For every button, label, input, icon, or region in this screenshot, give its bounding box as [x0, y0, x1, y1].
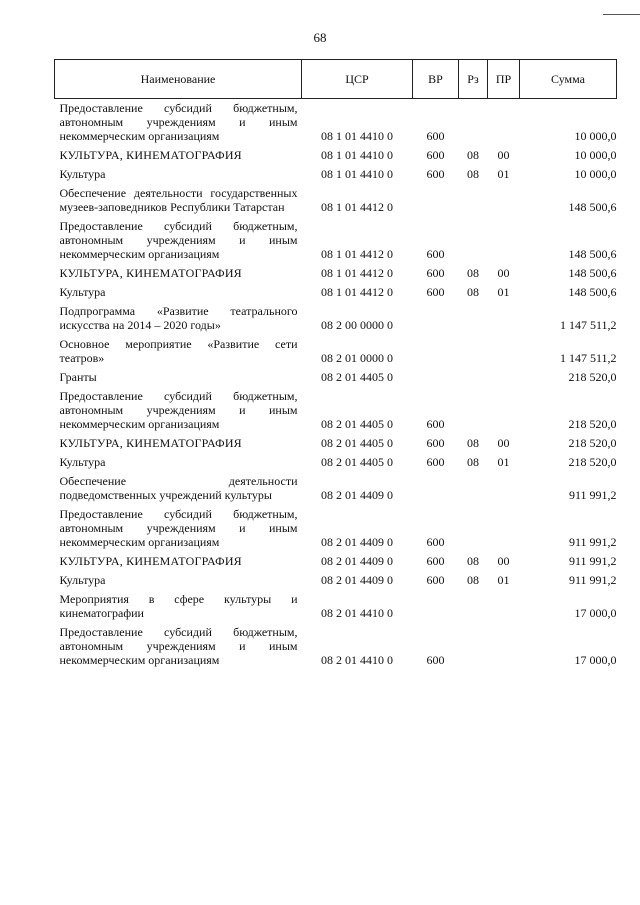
cell-rz: 08 — [467, 285, 479, 299]
cell-sum: 218 520,0 — [568, 455, 617, 469]
cell-vr: 600 — [426, 535, 445, 549]
cell-name: Подпрограмма «Развитие театрального искусства на 2014 – 2020 годы» — [59, 304, 298, 332]
cell-vr: 600 — [426, 417, 445, 431]
cell-vr: 600 — [426, 129, 445, 143]
table-row — [55, 217, 617, 264]
table-row — [55, 264, 617, 283]
cell-pr: 00 — [497, 266, 510, 280]
cell-pr — [488, 623, 520, 670]
cell-csr: 08 2 01 4409 0 — [321, 554, 393, 568]
cell-sum: 218 520,0 — [568, 436, 617, 450]
cell-pr: 01 — [497, 167, 510, 181]
cell-rz — [459, 217, 488, 264]
table-row — [55, 623, 617, 670]
header-pr: ПР — [488, 60, 520, 99]
table-row — [55, 302, 617, 335]
scan-edge-mark — [603, 14, 640, 15]
cell-rz: 08 — [467, 148, 479, 162]
cell-csr: 08 1 01 4412 0 — [321, 285, 393, 299]
cell-name: КУЛЬТУРА, КИНЕМАТОГРАФИЯ — [59, 554, 242, 568]
cell-sum: 1 147 511,2 — [559, 351, 617, 365]
cell-csr: 08 2 01 4405 0 — [321, 436, 393, 450]
cell-csr: 08 2 00 0000 0 — [321, 318, 393, 332]
cell-rz: 08 — [467, 455, 479, 469]
table-row — [55, 99, 617, 147]
cell-sum: 10 000,0 — [574, 148, 617, 162]
cell-name: Культура — [59, 167, 106, 181]
header-csr: ЦСР — [302, 60, 413, 99]
cell-csr: 08 1 01 4410 0 — [321, 129, 393, 143]
table-row — [55, 590, 617, 623]
cell-csr: 08 1 01 4410 0 — [321, 148, 393, 162]
table-row — [55, 184, 617, 217]
cell-rz — [459, 590, 488, 623]
cell-pr: 01 — [497, 455, 510, 469]
cell-sum: 10 000,0 — [574, 167, 617, 181]
cell-csr: 08 2 01 4405 0 — [321, 370, 393, 384]
cell-csr: 08 1 01 4410 0 — [321, 167, 393, 181]
budget-table — [54, 59, 617, 670]
cell-csr: 08 1 01 4412 0 — [321, 266, 393, 280]
cell-vr: 600 — [426, 436, 445, 450]
cell-csr: 08 1 01 4412 0 — [321, 200, 393, 214]
cell-rz: 08 — [467, 554, 479, 568]
cell-vr: 600 — [426, 573, 445, 587]
cell-sum: 218 520,0 — [568, 370, 617, 384]
cell-vr — [413, 335, 459, 368]
table-row — [55, 165, 617, 184]
cell-pr — [488, 99, 520, 147]
cell-rz — [459, 99, 488, 147]
cell-sum: 911 991,2 — [568, 554, 617, 568]
cell-rz — [459, 302, 488, 335]
table-row — [55, 505, 617, 552]
cell-rz: 08 — [467, 266, 479, 280]
cell-sum: 218 520,0 — [568, 417, 617, 431]
cell-csr: 08 1 01 4412 0 — [321, 247, 393, 261]
cell-vr: 600 — [426, 554, 445, 568]
table-row — [55, 335, 617, 368]
cell-rz — [459, 505, 488, 552]
cell-sum: 911 991,2 — [568, 573, 617, 587]
cell-pr — [488, 387, 520, 434]
header-name: Наименование — [55, 60, 302, 99]
cell-sum: 10 000,0 — [574, 129, 617, 143]
cell-vr — [413, 368, 459, 387]
table-header-row — [55, 60, 617, 99]
cell-sum: 1 147 511,2 — [559, 318, 617, 332]
cell-sum: 911 991,2 — [568, 535, 617, 549]
table-row — [55, 368, 617, 387]
cell-rz — [459, 368, 488, 387]
cell-csr: 08 2 01 4409 0 — [321, 573, 393, 587]
cell-sum: 17 000,0 — [574, 606, 617, 620]
table-row — [55, 283, 617, 302]
cell-csr: 08 2 01 4410 0 — [321, 653, 393, 667]
cell-name: Предоставление субсидий бюджетным, автономным учреждениям и иным некоммерческим организациям — [59, 219, 298, 261]
cell-rz: 08 — [467, 436, 479, 450]
cell-vr — [413, 472, 459, 505]
cell-vr: 600 — [426, 653, 445, 667]
cell-name: Предоставление субсидий бюджетным, автономным учреждениям и иным некоммерческим организациям — [59, 389, 298, 431]
cell-pr: 00 — [497, 436, 510, 450]
cell-rz: 08 — [467, 573, 479, 587]
cell-sum: 148 500,6 — [568, 200, 617, 214]
cell-rz — [459, 184, 488, 217]
header-rz: Рз — [459, 60, 488, 99]
cell-pr — [488, 505, 520, 552]
cell-name: КУЛЬТУРА, КИНЕМАТОГРАФИЯ — [59, 266, 242, 280]
cell-sum: 148 500,6 — [568, 285, 617, 299]
cell-rz — [459, 472, 488, 505]
cell-rz — [459, 335, 488, 368]
cell-sum: 911 991,2 — [568, 488, 617, 502]
table-row — [55, 434, 617, 453]
cell-name: Культура — [59, 573, 106, 587]
cell-rz — [459, 387, 488, 434]
cell-name: КУЛЬТУРА, КИНЕМАТОГРАФИЯ — [59, 148, 242, 162]
table-row — [55, 146, 617, 165]
cell-pr — [488, 472, 520, 505]
cell-pr — [488, 590, 520, 623]
cell-name: Обеспечение деятельности государственных музеев-заповедников Республики Татарстан — [59, 186, 298, 214]
table-row — [55, 387, 617, 434]
cell-vr: 600 — [426, 455, 445, 469]
cell-vr: 600 — [426, 167, 445, 181]
cell-name: Обеспечение деятельности подведомственных учреждений культуры — [59, 474, 298, 502]
cell-name: Гранты — [59, 370, 97, 384]
table-row — [55, 472, 617, 505]
cell-vr — [413, 184, 459, 217]
cell-sum: 17 000,0 — [574, 653, 617, 667]
cell-csr: 08 2 01 0000 0 — [321, 351, 393, 365]
cell-pr — [488, 335, 520, 368]
cell-csr: 08 2 01 4405 0 — [321, 455, 393, 469]
cell-pr — [488, 302, 520, 335]
cell-vr — [413, 590, 459, 623]
cell-pr — [488, 184, 520, 217]
cell-vr — [413, 302, 459, 335]
cell-vr: 600 — [426, 148, 445, 162]
cell-pr — [488, 217, 520, 264]
cell-csr: 08 2 01 4409 0 — [321, 488, 393, 502]
cell-vr: 600 — [426, 247, 445, 261]
header-vr: ВР — [413, 60, 459, 99]
cell-vr: 600 — [426, 285, 445, 299]
cell-pr: 01 — [497, 285, 510, 299]
cell-name: Предоставление субсидий бюджетным, автономным учреждениям и иным некоммерческим организациям — [59, 101, 298, 143]
cell-name: КУЛЬТУРА, КИНЕМАТОГРАФИЯ — [59, 436, 242, 450]
cell-name: Культура — [59, 455, 106, 469]
cell-rz: 08 — [467, 167, 479, 181]
cell-csr: 08 2 01 4405 0 — [321, 417, 393, 431]
table-row — [55, 552, 617, 571]
cell-name: Предоставление субсидий бюджетным, автономным учреждениям и иным некоммерческим организациям — [59, 625, 298, 667]
cell-csr: 08 2 01 4410 0 — [321, 606, 393, 620]
cell-name: Предоставление субсидий бюджетным, автономным учреждениям и иным некоммерческим организациям — [59, 507, 298, 549]
cell-pr — [488, 368, 520, 387]
cell-pr: 01 — [497, 573, 510, 587]
cell-csr: 08 2 01 4409 0 — [321, 535, 393, 549]
cell-name: Основное мероприятие «Развитие сети театров» — [59, 337, 298, 365]
cell-name: Мероприятия в сфере культуры и кинематографии — [59, 592, 298, 620]
table-body — [55, 99, 617, 671]
cell-pr: 00 — [497, 554, 510, 568]
cell-sum: 148 500,6 — [568, 247, 617, 261]
table-row — [55, 453, 617, 472]
cell-name: Культура — [59, 285, 106, 299]
page-number: 68 — [313, 30, 327, 45]
cell-pr: 00 — [497, 148, 510, 162]
table-row — [55, 571, 617, 590]
cell-vr: 600 — [426, 266, 445, 280]
cell-sum: 148 500,6 — [568, 266, 617, 280]
header-sum: Сумма — [520, 60, 617, 99]
cell-rz — [459, 623, 488, 670]
